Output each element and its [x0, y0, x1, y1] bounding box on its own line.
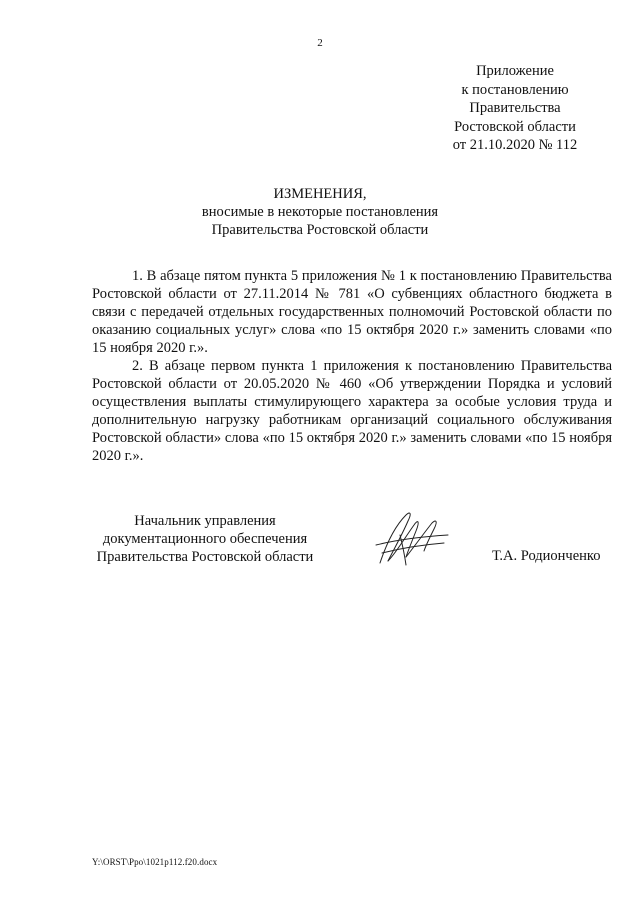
appendix-line: Приложение	[476, 63, 554, 79]
paragraph-2: 2. В абзаце первом пункта 1 приложения к постановлению Правительства Ростовской области от 20.05.2020 № 460 «Об утверждении Порядка и условий осуществления выплаты стимулирующего характера за особые условия труда и дополнительную нагрузку работникам организаций социального обслуживания Ростовской области» слова «по 15 октября 2020 г.» заменить словами «по 15 ноября 2020 г.».	[92, 358, 612, 464]
appendix-line: Правительства	[469, 100, 561, 116]
signer-position-line3: Правительства Ростовской области	[96, 549, 314, 565]
signer-name: Т.А. Родионченко	[492, 548, 601, 564]
signer-position-line1: Начальник управления	[134, 513, 276, 529]
document-title-block	[0, 185, 640, 239]
signer-position-line2: документационного обеспечения	[102, 531, 308, 547]
document-heading: ИЗМЕНЕНИЯ,	[273, 186, 367, 202]
signer-position	[80, 512, 330, 566]
page-number: 2	[317, 37, 323, 49]
appendix-line: Ростовской области	[454, 118, 576, 135]
document-body	[92, 267, 612, 465]
handwritten-signature	[372, 505, 452, 575]
appendix-line: от 21.10.2020 № 112	[452, 137, 578, 153]
appendix-header	[430, 62, 600, 155]
footer-file-path: Y:\ORST\Ppo\1021p112.f20.docx	[92, 857, 218, 867]
document-subtitle-line1: вносимые в некоторые постановления	[201, 204, 439, 220]
document-subtitle-line2: Правительства Ростовской области	[211, 222, 429, 238]
paragraph-1: 1. В абзаце пятом пункта 5 приложения № 1 к постановлению Правительства Ростовской области от 27.11.2014 № 781 «О субвенциях областного бюджета в связи с передачей отдельных государственных полномочий Ростовской области по оказанию социальных услуг» слова «по 15 октября 2020 г.» заменить словами «по 15 ноября 2020 г.».	[92, 268, 612, 356]
appendix-line: к постановлению	[461, 81, 569, 98]
